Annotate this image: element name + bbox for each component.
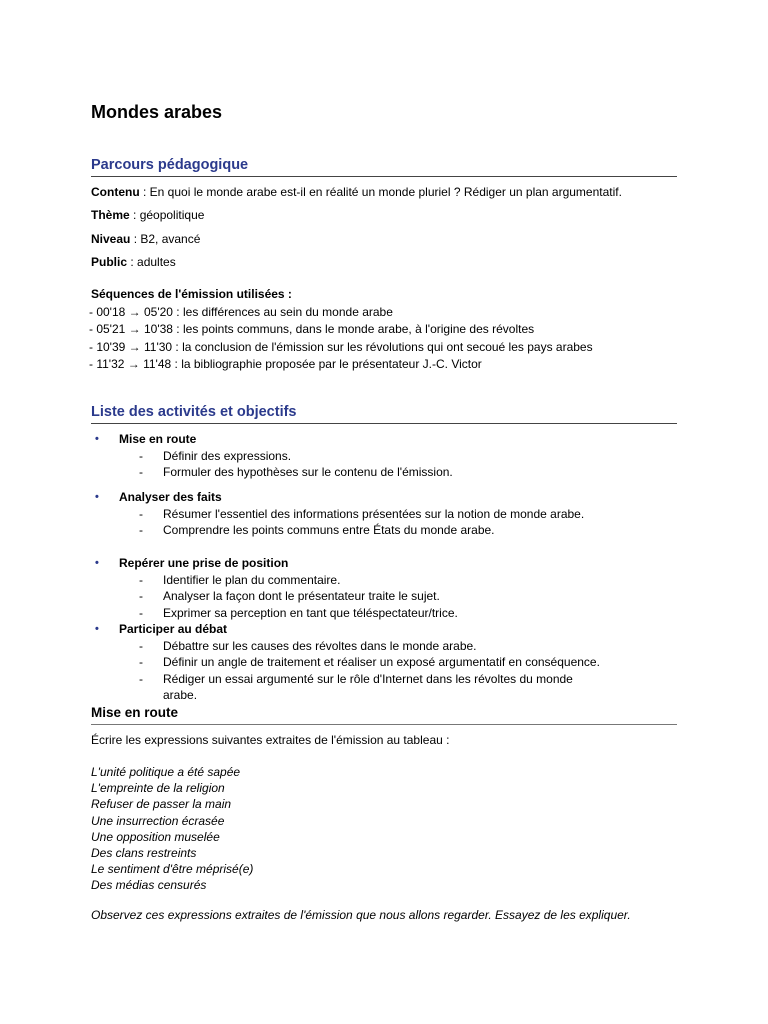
list-item: - Analyser la façon dont le présentateur traite le sujet. <box>139 589 440 603</box>
field-contenu <box>91 184 622 200</box>
mise-en-route-closing: Observez ces expressions extraites de l'émission que nous allons regarder. Essayez de les expliquer. <box>91 908 631 922</box>
activity-subitems <box>95 638 609 704</box>
field-niveau <box>91 231 200 247</box>
list-item: - Débattre sur les causes des révoltes dans le monde arabe. <box>139 638 477 653</box>
list-item: Le sentiment d'être méprisé(e) <box>91 862 254 877</box>
field-theme <box>91 207 204 223</box>
field-label: Thème <box>91 208 130 222</box>
list-item: - Définir un angle de traitement et réaliser un exposé argumentatif en conséquence. <box>139 655 600 669</box>
list-item: - Comprendre les points communs entre États du monde arabe. <box>139 523 495 537</box>
activity-analyser <box>95 489 675 539</box>
activity-mise-en-route <box>95 431 675 481</box>
activities-heading: Liste des activités et objectifs <box>91 403 677 424</box>
expressions-list <box>91 764 253 894</box>
list-item: Une opposition muselée <box>91 829 220 844</box>
bullet-icon: • <box>95 491 99 503</box>
field-value: : En quoi le monde arabe est-il en réalité un monde pluriel ? Rédiger un plan argumentatif. <box>139 185 622 199</box>
list-item: Une insurrection écrasée <box>91 813 225 828</box>
field-public <box>91 254 176 270</box>
list-item: Refuser de passer la main <box>91 797 232 812</box>
field-label: Public <box>91 255 128 269</box>
field-label: Niveau <box>91 232 131 246</box>
field-value: : adultes <box>127 255 176 269</box>
bullet-icon: • <box>95 623 99 635</box>
activity-debat <box>95 621 675 704</box>
activity-subitems <box>95 506 675 539</box>
list-item: L'empreinte de la religion <box>91 781 225 796</box>
list-item: - Identifier le plan du commentaire. <box>139 572 341 587</box>
activity-title: Analyser des faits <box>119 490 222 504</box>
list-item: - Résumer l'essentiel des informations présentées sur la notion de monde arabe. <box>139 506 585 521</box>
activity-subitems <box>95 572 675 622</box>
list-item: Des médias censurés <box>91 878 207 893</box>
mise-en-route-heading: Mise en route <box>91 704 677 725</box>
activity-title: Repérer une prise de position <box>119 556 289 570</box>
list-item: Des clans restreints <box>91 846 197 861</box>
activity-reperer <box>95 555 675 621</box>
list-item: - Définir des expressions. <box>139 448 292 463</box>
activity-title: Mise en route <box>119 432 197 446</box>
parcours-heading: Parcours pédagogique <box>91 156 677 177</box>
mise-en-route-intro: Écrire les expressions suivantes extraites de l'émission au tableau : <box>91 733 450 747</box>
bullet-icon: • <box>95 557 99 569</box>
field-value: : B2, avancé <box>130 232 201 246</box>
list-item: L'unité politique a été sapée <box>91 765 241 779</box>
sequences-title: Séquences de l'émission utilisées : <box>91 287 292 301</box>
activity-title: Participer au débat <box>119 622 228 636</box>
field-value: : géopolitique <box>129 208 205 222</box>
sequence-item: - 05'21 → 10'38 : les points communs, dans le monde arabe, à l'origine des révoltes <box>89 322 535 336</box>
list-item: - Rédiger un essai argumenté sur le rôle d'Internet dans les révoltes du monde arabe. <box>139 671 573 702</box>
sequence-item: - 10'39 → 11'30 : la conclusion de l'émission sur les révolutions qui ont secoué les pays arabes <box>89 339 593 354</box>
list-item: - Formuler des hypothèses sur le contenu de l'émission. <box>139 465 453 479</box>
bullet-icon: • <box>95 433 99 445</box>
field-label: Contenu <box>91 185 140 199</box>
sequence-item: - 00'18 → 05'20 : les différences au sein du monde arabe <box>89 304 393 319</box>
activity-subitems <box>95 448 675 481</box>
sequences-block <box>89 286 593 374</box>
list-item: - Exprimer sa perception en tant que téléspectateur/trice. <box>139 605 458 620</box>
document-title: Mondes arabes <box>91 102 223 122</box>
sequence-item: - 11'32 → 11'48 : la bibliographie proposée par le présentateur J.-C. Victor <box>89 357 482 371</box>
